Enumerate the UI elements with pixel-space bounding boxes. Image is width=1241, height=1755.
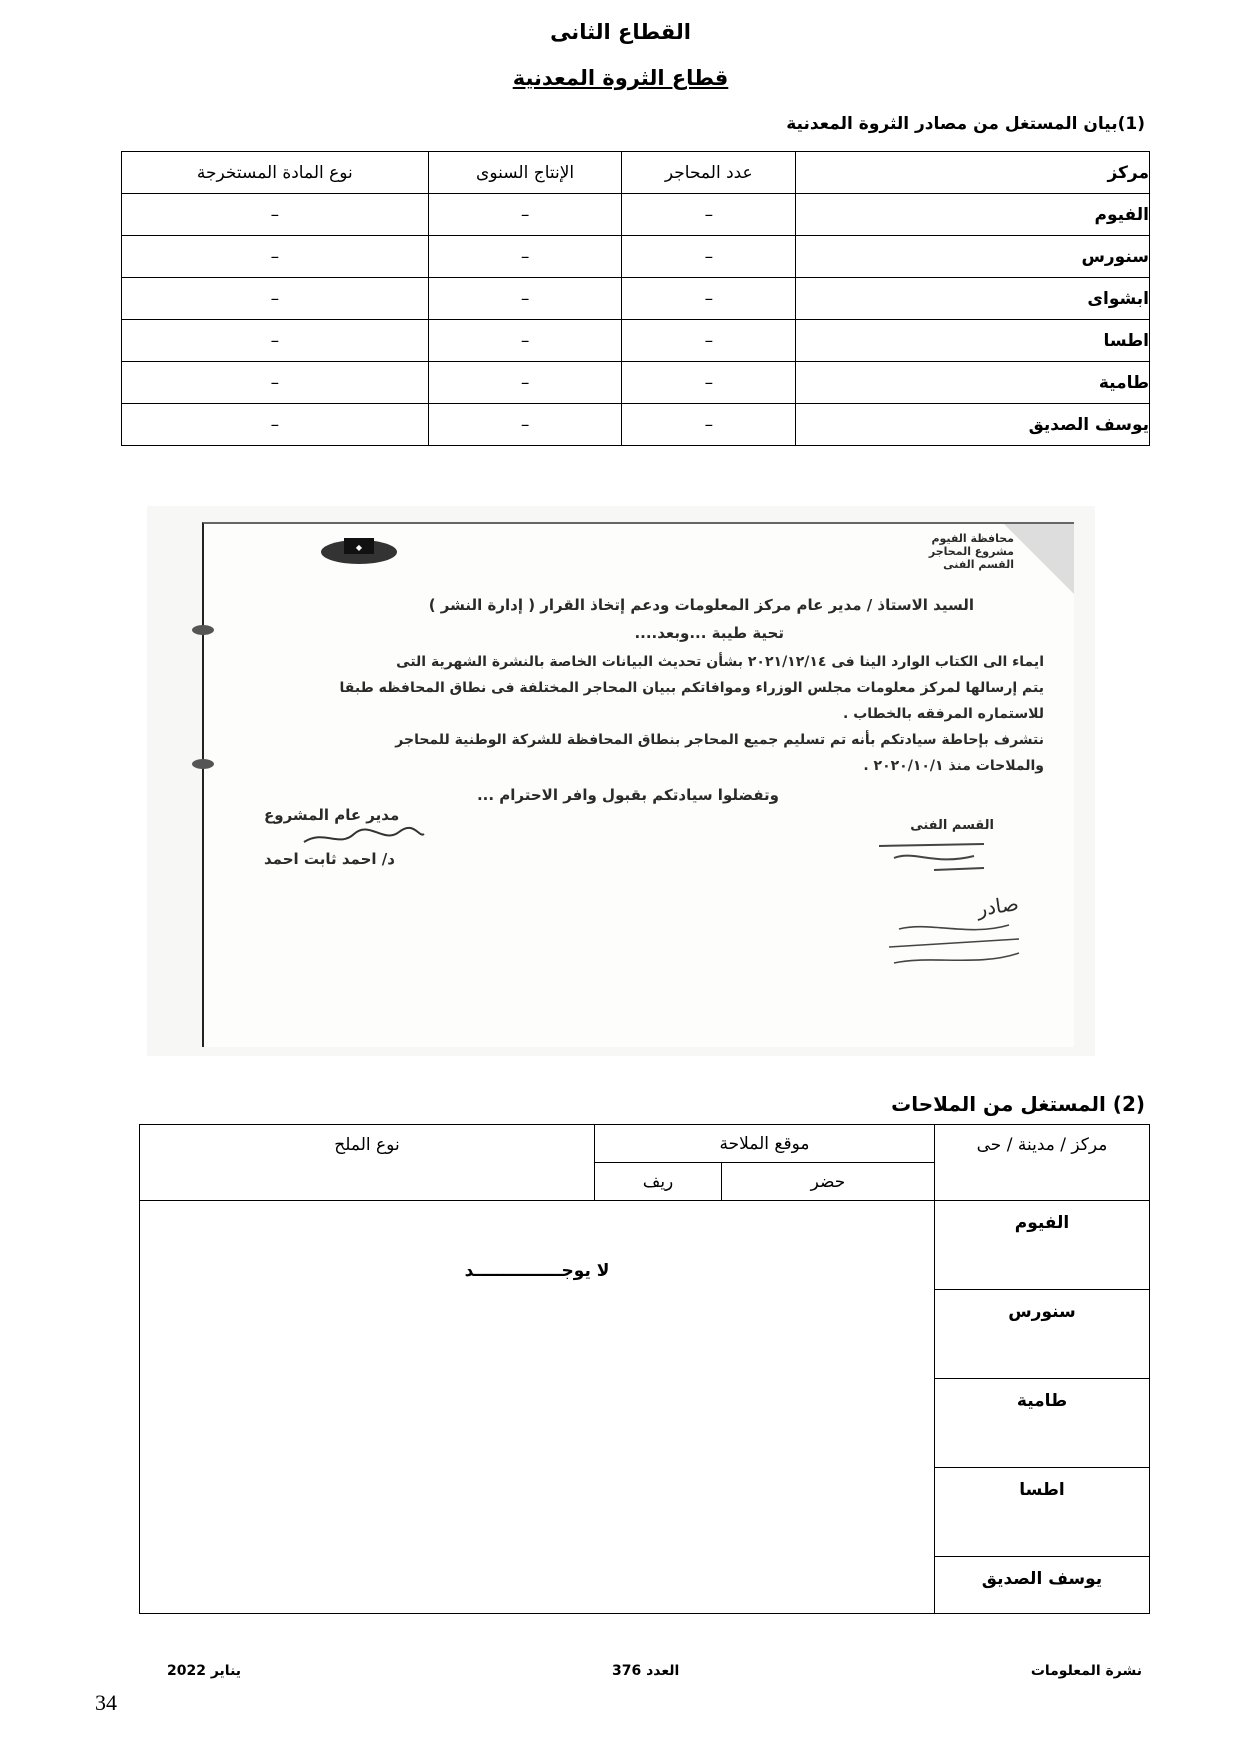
district-cell: طامية bbox=[935, 1379, 1150, 1468]
column-header-location: موقع الملاحة bbox=[595, 1125, 935, 1163]
punch-hole-icon bbox=[192, 759, 214, 769]
letter-greeting: تحية طيبة ...وبعد.... bbox=[634, 624, 784, 642]
signature-left-name: د/ احمد ثابت احمد bbox=[264, 850, 395, 868]
value-cell: – bbox=[122, 194, 429, 236]
value-cell: – bbox=[428, 320, 622, 362]
column-header-rural: ريف bbox=[595, 1163, 722, 1201]
signature-right-scribble-icon bbox=[874, 836, 994, 876]
page-number: 34 bbox=[95, 1690, 117, 1715]
emblem-icon bbox=[314, 530, 404, 570]
district-cell: ابشواى bbox=[796, 278, 1150, 320]
footer-issue: العدد 376 bbox=[612, 1663, 680, 1679]
value-cell: – bbox=[622, 404, 796, 446]
value-cell: – bbox=[622, 362, 796, 404]
column-header-salt-type: نوع الملح bbox=[140, 1125, 595, 1201]
table-row bbox=[122, 404, 1150, 446]
section2-heading: (2) المستغل من الملاحات bbox=[891, 1092, 1145, 1116]
outgoing-stamp: صادر bbox=[975, 891, 1021, 921]
sector-subtitle-text: قطاع الثروة المعدنية bbox=[512, 66, 729, 90]
value-cell: – bbox=[622, 320, 796, 362]
value-cell: – bbox=[428, 194, 622, 236]
letter-closing: وتفضلوا سيادتكم بقبول وافر الاحترام ... bbox=[476, 786, 779, 804]
section1-heading: (1)بيان المستغل من مصادر الثروة المعدنية bbox=[786, 114, 1145, 134]
column-header: الإنتاج السنوى bbox=[428, 152, 622, 194]
stamp-scribble-icon bbox=[879, 919, 1029, 969]
sector-title: القطاع الثانى bbox=[550, 20, 691, 44]
letter-body-line: يتم إرسالها لمركز معلومات مجلس الوزراء وموافاتكم ببيان المحاجر المختلفة فى نطاق المحافظه طبقا bbox=[339, 680, 1044, 696]
signature-scribble-icon bbox=[299, 824, 429, 850]
letter-page bbox=[202, 522, 1074, 1047]
scanned-letter bbox=[147, 506, 1095, 1056]
sector-subtitle bbox=[0, 66, 1241, 90]
value-cell: – bbox=[122, 236, 429, 278]
district-cell: يوسف الصديق bbox=[796, 404, 1150, 446]
district-cell: الفيوم bbox=[796, 194, 1150, 236]
table-row bbox=[122, 194, 1150, 236]
signature-right-title: القسم الفنى bbox=[910, 818, 994, 833]
district-cell: اطسا bbox=[935, 1468, 1150, 1557]
value-cell: – bbox=[122, 362, 429, 404]
folded-corner bbox=[1004, 524, 1074, 594]
letter-addressee: السيد الاستاذ / مدير عام مركز المعلومات ودعم إتخاذ القرار ( إدارة النشر ) bbox=[428, 596, 974, 614]
column-header-urban: حضر bbox=[722, 1163, 935, 1201]
value-cell: – bbox=[428, 236, 622, 278]
value-cell: – bbox=[428, 362, 622, 404]
district-cell: سنورس bbox=[796, 236, 1150, 278]
value-cell: – bbox=[122, 320, 429, 362]
letter-header: محافظة الفيوم مشروع المحاجر القسم الفنى bbox=[928, 532, 1014, 571]
letter-body-line: للاستماره المرفقه بالخطاب . bbox=[843, 706, 1044, 722]
letter-body-line: والملاحات منذ ٢٠٢٠/١٠/١ . bbox=[863, 758, 1044, 774]
value-cell: – bbox=[122, 278, 429, 320]
punch-hole-icon bbox=[192, 625, 214, 635]
salterns-table bbox=[139, 1124, 1150, 1614]
district-cell: يوسف الصديق bbox=[935, 1557, 1150, 1614]
svg-text:◆: ◆ bbox=[355, 543, 363, 552]
table-row bbox=[122, 320, 1150, 362]
value-cell: – bbox=[622, 236, 796, 278]
district-cell: اطسا bbox=[796, 320, 1150, 362]
column-header-district: مركز / مدينة / حى bbox=[935, 1125, 1150, 1201]
none-available-text: لا يوجـــــــــــــــد bbox=[464, 1261, 610, 1281]
table-row bbox=[122, 236, 1150, 278]
district-cell: طامية bbox=[796, 362, 1150, 404]
value-cell: – bbox=[122, 404, 429, 446]
footer-publication: نشرة المعلومات bbox=[1030, 1663, 1142, 1679]
table-header-row bbox=[122, 152, 1150, 194]
column-header: عدد المحاجر bbox=[622, 152, 796, 194]
district-cell: سنورس bbox=[935, 1290, 1150, 1379]
letter-body-line: ايماء الى الكتاب الوارد الينا فى ٢٠٢١/١٢/١٤ بشأن تحديث البيانات الخاصة بالنشرة الشهرية التى bbox=[396, 654, 1044, 670]
district-cell: الفيوم bbox=[935, 1201, 1150, 1290]
signature-left-title: مدير عام المشروع bbox=[264, 806, 400, 824]
column-header: نوع المادة المستخرجة bbox=[122, 152, 429, 194]
column-header: مركز bbox=[796, 152, 1150, 194]
footer-date: يناير 2022 bbox=[167, 1663, 242, 1679]
value-cell: – bbox=[622, 278, 796, 320]
value-cell: – bbox=[428, 278, 622, 320]
quarries-table bbox=[121, 151, 1150, 446]
no-data-cell bbox=[140, 1201, 935, 1614]
value-cell: – bbox=[622, 194, 796, 236]
letter-body-line: نتشرف بإحاطة سيادتكم بأنه تم تسليم جميع المحاجر بنطاق المحافظة للشركة الوطنية للمحاجر bbox=[395, 732, 1044, 748]
table-row bbox=[122, 278, 1150, 320]
table-row bbox=[122, 362, 1150, 404]
value-cell: – bbox=[428, 404, 622, 446]
